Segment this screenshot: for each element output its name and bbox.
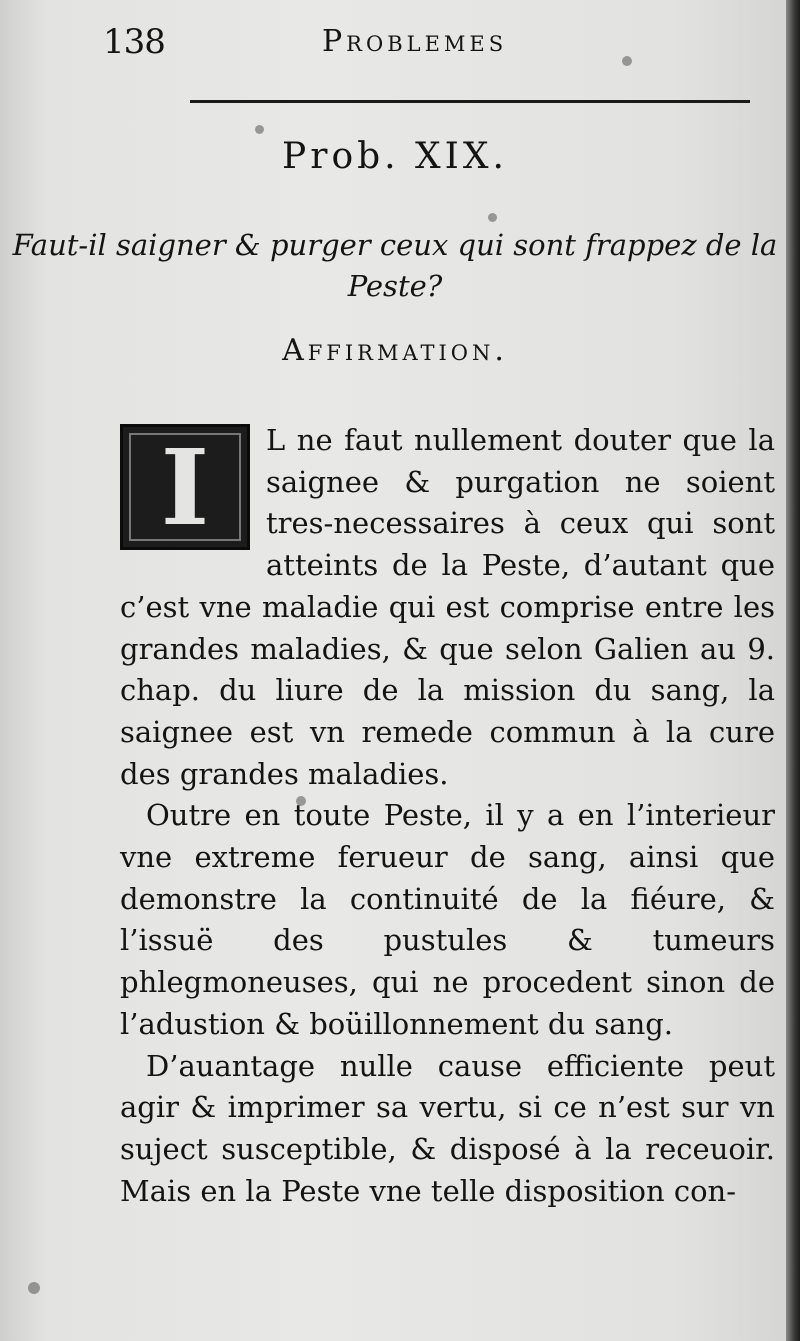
paragraph-2: Outre en toute Peste, il y a en l’interieur vne extreme ferueur de sang, ainsi que demonstre la continuité de la fiéure, & l’issuë des pustules & tumeurs phlegmoneuses, qui ne procedent sinon de l’adustion & boüillonnement du sang.	[120, 798, 775, 1041]
body-text	[120, 420, 775, 1212]
section-title: Affirmation.	[282, 333, 508, 368]
ink-spot	[622, 56, 632, 66]
paragraph-1-text: L ne faut nullement douter que la saignee & purgation ne soient tres-necessaires à ceux qui sont atteints de la Peste, d’autant que c’est vne maladie qui est comprise entre les grandes maladies, & que selon Galien au 9. chap. du liure de la mission du sang, la saignee est vn remede commun à la cure des grandes maladies.	[120, 423, 775, 791]
ink-spot	[255, 125, 264, 134]
running-head: Problemes	[322, 24, 508, 59]
ink-spot	[488, 213, 497, 222]
dropcap-letter: I	[160, 426, 210, 549]
header-rule	[190, 100, 750, 103]
problem-question: Faut-il saigner & purger ceux qui sont frappez de la Peste?	[12, 228, 778, 303]
problem-label: Prob. XIX.	[282, 136, 508, 177]
ink-spot	[28, 1282, 40, 1294]
paragraph-3: D’auantage nulle cause efficiente peut agir & imprimer sa vertu, si ce n’est sur vn suject susceptible, & disposé à la receuoir. Mais en la Peste vne telle disposition con-	[120, 1048, 775, 1208]
page-edge	[786, 0, 800, 1341]
page-number: 138	[103, 22, 165, 62]
dropcap-ornament	[120, 424, 250, 550]
paragraph-1	[120, 420, 775, 795]
